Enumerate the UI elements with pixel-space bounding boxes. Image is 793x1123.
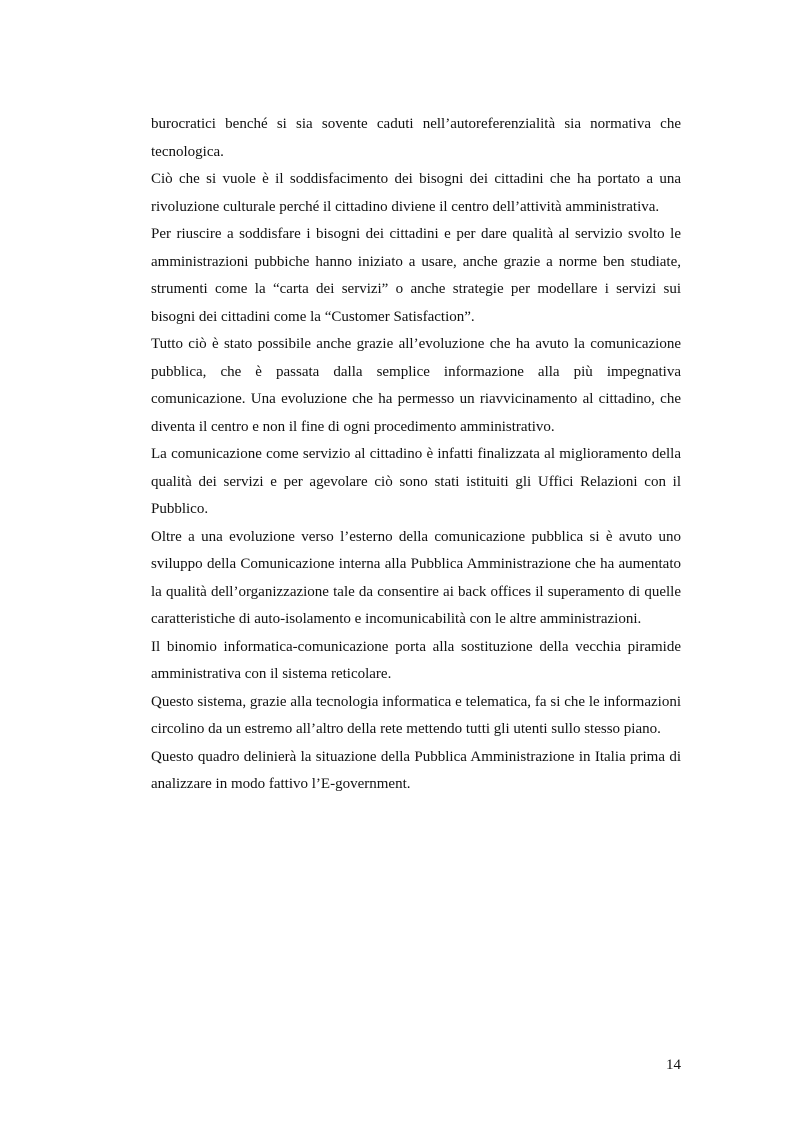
paragraph: Oltre a una evoluzione verso l’esterno della comunicazione pubblica si è avuto uno sviluppo della Comunicazione interna alla Pubblica Amministrazione che ha aumentato la qualità dell’organizzazione tale da consentire ai back offices il superamento di quelle caratteristiche di auto-isolamento e incomunicabilità con le altre amministrazioni. <box>151 528 681 627</box>
page-number: 14 <box>666 1057 681 1073</box>
paragraph: burocratici benché si sia sovente caduti nell’autoreferenzialità sia normativa che tecnologica. <box>151 116 681 160</box>
paragraph: Per riuscire a soddisfare i bisogni dei cittadini e per dare qualità al servizio svolto le amministrazioni pubbiche hanno iniziato a usare, anche grazie a norme ben studiate, strumenti come la “carta dei servizi” o anche strategie per modellare i servizi sui bisogni dei cittadini come la “Customer Satisfaction”. <box>151 226 681 325</box>
body-text <box>151 111 681 799</box>
paragraph: La comunicazione come servizio al cittadino è infatti finalizzata al miglioramento della qualità dei servizi e per agevolare ciò sono stati istituiti gli Uffici Relazioni con il Pubblico. <box>151 446 681 517</box>
paragraph: Questo sistema, grazie alla tecnologia informatica e telematica, fa si che le informazioni circolino da un estremo all’altro della rete mettendo tutti gli utenti sullo stesso piano. <box>151 693 681 737</box>
paragraph: Il binomio informatica-comunicazione porta alla sostituzione della vecchia piramide amministrativa con il sistema reticolare. <box>151 638 681 682</box>
paragraph: Questo quadro delinierà la situazione della Pubblica Amministrazione in Italia prima di analizzare in modo fattivo l’E-government. <box>151 748 681 792</box>
paragraph: Ciò che si vuole è il soddisfacimento dei bisogni dei cittadini che ha portato a una rivoluzione culturale perché il cittadino diviene il centro dell’attività amministrativa. <box>151 171 681 215</box>
paragraph: Tutto ciò è stato possibile anche grazie all’evoluzione che ha avuto la comunicazione pubblica, che è passata dalla semplice informazione alla più impegnativa comunicazione. Una evoluzione che ha permesso un riavvicinamento al cittadino, che diventa il centro e non il fine di ogni procedimento amministrativo. <box>151 336 681 435</box>
